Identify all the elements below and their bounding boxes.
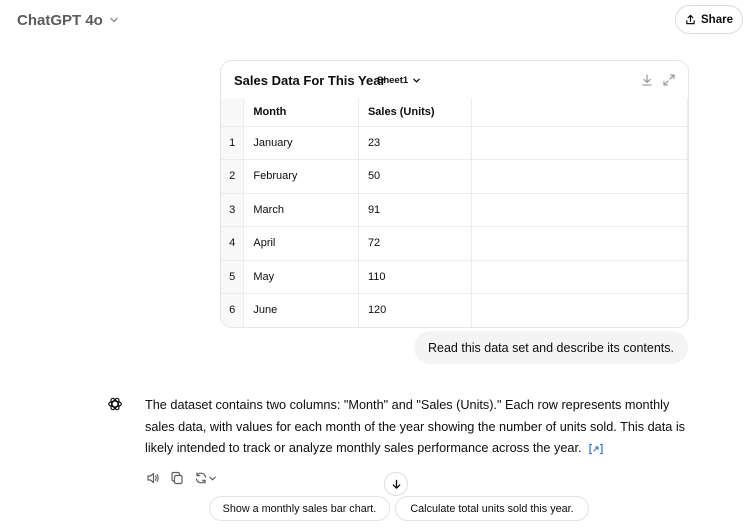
table-row (221, 160, 688, 194)
regenerate-button[interactable] (194, 471, 218, 485)
row-number: 5 (221, 260, 244, 294)
empty-cell[interactable] (472, 294, 688, 328)
table-row (221, 126, 688, 160)
column-header-month[interactable]: Month (244, 98, 359, 126)
row-number: 2 (221, 160, 244, 194)
copy-icon (170, 471, 184, 485)
table-row (221, 227, 688, 261)
table-row (221, 193, 688, 227)
refresh-icon (194, 471, 208, 485)
table-row (221, 294, 688, 328)
message-actions (146, 471, 218, 485)
speaker-icon (146, 471, 160, 485)
month-cell[interactable]: February (244, 160, 359, 194)
assistant-message-text: The dataset contains two columns: "Month" and "Sales (Units)." Each row represents monthly sales data, with values for each month of the year showing the number of units sold. This data is likely intended to track or analyze monthly sales performance across the year. (145, 398, 685, 455)
suggestion-chip[interactable]: Calculate total units sold this year. (395, 496, 589, 521)
chevron-down-icon (208, 474, 217, 483)
copy-button[interactable] (170, 471, 184, 485)
scroll-to-bottom-button[interactable] (384, 472, 408, 496)
empty-cell[interactable] (472, 193, 688, 227)
spreadsheet-card (220, 60, 689, 328)
month-cell[interactable]: January (244, 126, 359, 160)
month-cell[interactable]: May (244, 260, 359, 294)
column-header-sales[interactable]: Sales (Units) (358, 98, 472, 126)
empty-cell[interactable] (472, 260, 688, 294)
share-button[interactable] (675, 5, 743, 34)
suggestion-chip[interactable]: Show a monthly sales bar chart. (209, 496, 390, 521)
sheet-name: Sheet1 (377, 75, 409, 86)
assistant-message (145, 395, 690, 460)
model-name: ChatGPT 4o (17, 11, 103, 29)
row-number: 1 (221, 126, 244, 160)
sales-cell[interactable]: 91 (358, 193, 472, 227)
sales-cell[interactable]: 120 (358, 294, 472, 328)
chevron-down-icon (412, 76, 421, 85)
empty-column-header[interactable] (472, 98, 688, 126)
download-icon[interactable] (640, 73, 654, 87)
share-label: Share (701, 13, 733, 26)
sales-cell[interactable]: 50 (358, 160, 472, 194)
empty-cell[interactable] (472, 160, 688, 194)
chatgpt-logo-icon (107, 396, 123, 412)
row-number: 6 (221, 294, 244, 328)
expand-icon[interactable] (662, 73, 676, 87)
row-number: 3 (221, 193, 244, 227)
row-number: 4 (221, 227, 244, 261)
model-switcher[interactable] (17, 9, 119, 31)
month-cell[interactable]: April (244, 227, 359, 261)
corner-cell (221, 98, 244, 126)
month-cell[interactable]: June (244, 294, 359, 328)
user-message-text: Read this data set and describe its contents. (428, 340, 674, 355)
read-aloud-button[interactable] (146, 471, 160, 485)
user-message-bubble (414, 331, 688, 364)
spreadsheet-title: Sales Data For This Year (234, 73, 386, 88)
chevron-down-icon (109, 15, 119, 25)
empty-cell[interactable] (472, 227, 688, 261)
arrow-down-icon (391, 479, 402, 490)
empty-cell[interactable] (472, 126, 688, 160)
month-cell[interactable]: March (244, 193, 359, 227)
table-row (221, 260, 688, 294)
data-table (221, 98, 688, 328)
share-icon (685, 14, 696, 25)
sheet-selector[interactable] (377, 75, 421, 86)
sales-cell[interactable]: 110 (358, 260, 472, 294)
source-icon[interactable] (588, 443, 604, 455)
table-header-row (221, 98, 688, 126)
sales-cell[interactable]: 23 (358, 126, 472, 160)
sales-cell[interactable]: 72 (358, 227, 472, 261)
spreadsheet-header (221, 61, 688, 99)
